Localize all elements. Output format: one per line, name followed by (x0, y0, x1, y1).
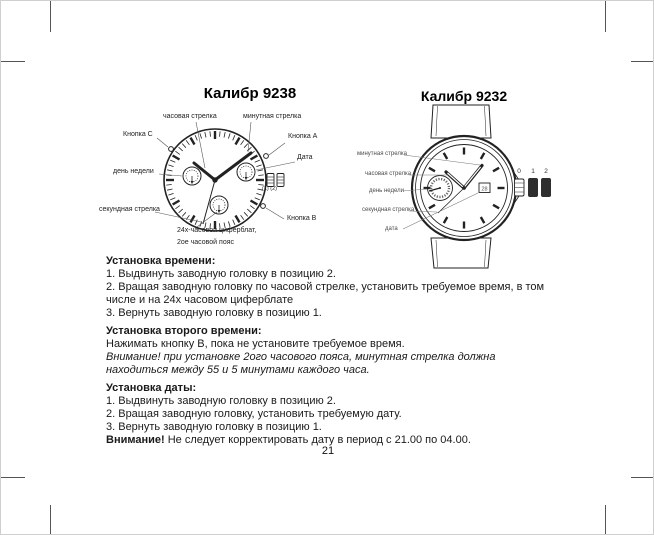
instruction-line: 1. Выдвинуть заводную головку в позицию 2. (106, 395, 336, 407)
pusher-c (169, 147, 174, 152)
label-day-of-week: день недели (113, 168, 154, 175)
crop-mark (605, 505, 606, 535)
instructions-text (106, 255, 571, 447)
label-second-hand-9232: секундная стрелка (362, 207, 415, 213)
crown-digit-0: 0 (517, 168, 521, 175)
label-date: Дата (297, 154, 313, 161)
instruction-line: 1. Выдвинуть заводную головку в позицию 2. (106, 268, 336, 280)
label-hour-hand: часовая стрелка (163, 113, 217, 120)
crop-mark (631, 477, 654, 478)
instruction-line: Внимание! Не следует корректировать дату в период с 21.00 по 04.00. (106, 434, 471, 446)
label-second-hand: секундная стрелка (99, 206, 160, 213)
section-heading: Установка даты: (106, 382, 197, 394)
crown-position-2 (541, 178, 551, 197)
instruction-line: 2. Вращая заводную головку, установить требуемую дату. (106, 408, 402, 420)
instruction-line: 3. Вернуть заводную головку в позицию 1. (106, 421, 322, 433)
crop-mark (50, 1, 51, 32)
calibre-9238-title: Калибр 9238 (203, 85, 297, 102)
crown-position-1 (528, 178, 538, 197)
instruction-line: числе и на 24х часовом циферблате (106, 294, 294, 306)
svg-text:28: 28 (481, 186, 488, 193)
instruction-line: Внимание! при установке 2ого часового пояса, минутная стрелка должна (106, 351, 496, 363)
instruction-line: Нажимать кнопку B, пока не установите требуемое время. (106, 338, 405, 350)
section-heading: Установка второго времени: (106, 325, 262, 337)
crop-mark (1, 61, 25, 62)
calibre-9232-diagram (351, 101, 561, 271)
label-button-b: Кнопка B (287, 215, 317, 222)
label-crown-positions: (1) (2) (262, 186, 277, 192)
instruction-line: 2. Вращая заводную головку по часовой стрелке, установить требуемое время, в том (106, 281, 545, 293)
label-24h-dial-line1: 24х-часовой циферблат, (177, 227, 257, 234)
page-number: 21 (321, 445, 335, 457)
instruction-line: 3. Вернуть заводную головку в позицию 1. (106, 307, 322, 319)
strap-top (431, 105, 491, 138)
instruction-section (106, 255, 571, 320)
instruction-line: находиться между 55 и 5 минутами каждого часа. (106, 364, 370, 376)
pusher-b (261, 204, 266, 209)
crown-position-0 (515, 179, 525, 196)
label-hour-hand-9232: часовая стрелка (365, 171, 412, 177)
label-button-a: Кнопка A (288, 133, 318, 140)
hands-center (213, 178, 217, 182)
section-heading: Установка времени: (106, 255, 216, 267)
date-window (479, 183, 490, 193)
label-24h-dial-line2: 2ое часовой пояс (177, 239, 234, 246)
label-button-c: Кнопка C (123, 131, 153, 138)
instruction-section (106, 325, 571, 377)
label-minute-hand-9232: минутная стрелка (357, 151, 407, 157)
instruction-section (106, 382, 571, 447)
crop-mark (1, 477, 25, 478)
hands-center-9232 (462, 186, 466, 190)
crown-digit-2: 2 (544, 168, 548, 175)
label-minute-hand: минутная стрелка (243, 113, 302, 120)
crop-mark (631, 61, 654, 62)
label-date-9232: дата (385, 226, 398, 232)
calibre-9232-title: Калибр 9232 (420, 88, 508, 104)
pusher-a (264, 154, 269, 159)
label-day-of-week-9232: день недели (369, 188, 404, 194)
crop-mark (50, 505, 51, 535)
crop-mark (605, 1, 606, 32)
crown-digit-1: 1 (531, 168, 535, 175)
